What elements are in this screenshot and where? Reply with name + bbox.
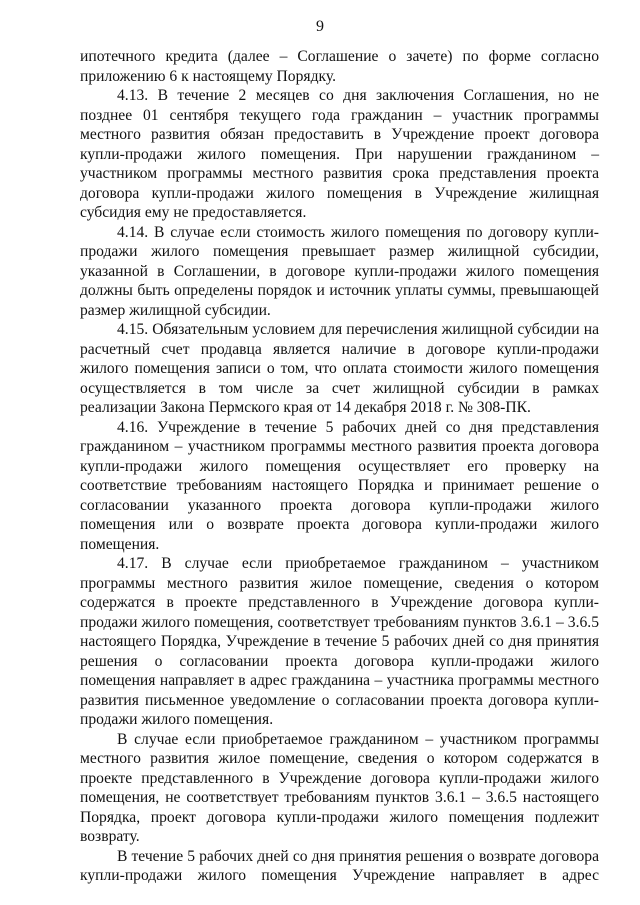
paragraph-4-14: 4.14. В случае если стоимость жилого помещения по договору купли-продажи жилого помещения превышает размер жилищной субсидии, указанной в Соглашении, в договоре купли-продажи жилого помещения должны быть определены порядок и источник уплаты суммы, превышающей размер жилищной субсидии. [80,223,599,319]
document-body [80,47,599,886]
paragraph-non-compliance: В случае если приобретаемое гражданином – участником программы местного развития жилое помещение, сведения о котором содержатся в проекте представленного в Учреждение договора купли-продажи жилого помещения, не соответствует требованиям пунктов 3.6.1 – 3.6.5 настоящего Порядка, проект договора купли-продажи жилого помещения подлежит возврату. [80,730,599,845]
paragraph-4-13: 4.13. В течение 2 месяцев со дня заключения Соглашения, но не позднее 01 сентября текущего года гражданин – участник программы местного развития обязан предоставить в Учреждение проект договора купли-продажи жилого помещения. При нарушении гражданином – участником программы местного развития срока представления проекта договора купли-продажи жилого помещения в Учреждение жилищная субсидия ему не предоставляется. [80,87,599,221]
paragraph-4-15: 4.15. Обязательным условием для перечисления жилищной субсидии на расчетный счет продавца является наличие в договоре купли-продажи жилого помещения записи о том, что оплата стоимости жилого помещения осуществляется в том числе за счет жилищной субсидии в рамках реализации Закона Пермского края от 14 декабря 2018 г. № 308-ПК. [80,321,599,416]
paragraph-4-16: 4.16. Учреждение в течение 5 рабочих дней со дня представления гражданином – участником программы местного развития проекта договора купли-продажи жилого помещения осуществляет его проверку на соответствие требованиям настоящего Порядка и принимает решение о согласовании указанного проекта договора купли-продажи жилого помещения или о возврате проекта договора купли-продажи жилого помещения. [80,418,599,553]
paragraph-return-notice: В течение 5 рабочих дней со дня принятия решения о возврате договора купли-продажи жилого помещения Учреждение направляет в адрес [80,847,599,884]
paragraph-continuation: ипотечного кредита (далее – Соглашение о зачете) по форме согласно приложению 6 к настоящему Порядку. [80,48,599,85]
page-number: 9 [316,18,324,35]
paragraph-4-17: 4.17. В случае если приобретаемое гражданином – участником программы местного развития жилое помещение, сведения о котором содержатся в проекте представленного в Учреждение договора купли-продажи жилого помещения, соответствует требованиям пунктов 3.6.1 – 3.6.5 настоящего Порядка, Учреждение в течение 5 рабочих дней со дня принятия решения о согласовании проекта договора купли-продажи жилого помещения направляет в адрес гражданина – участника программы местного развития письменное уведомление о согласовании проекта договора купли-продажи жилого помещения. [80,555,599,728]
